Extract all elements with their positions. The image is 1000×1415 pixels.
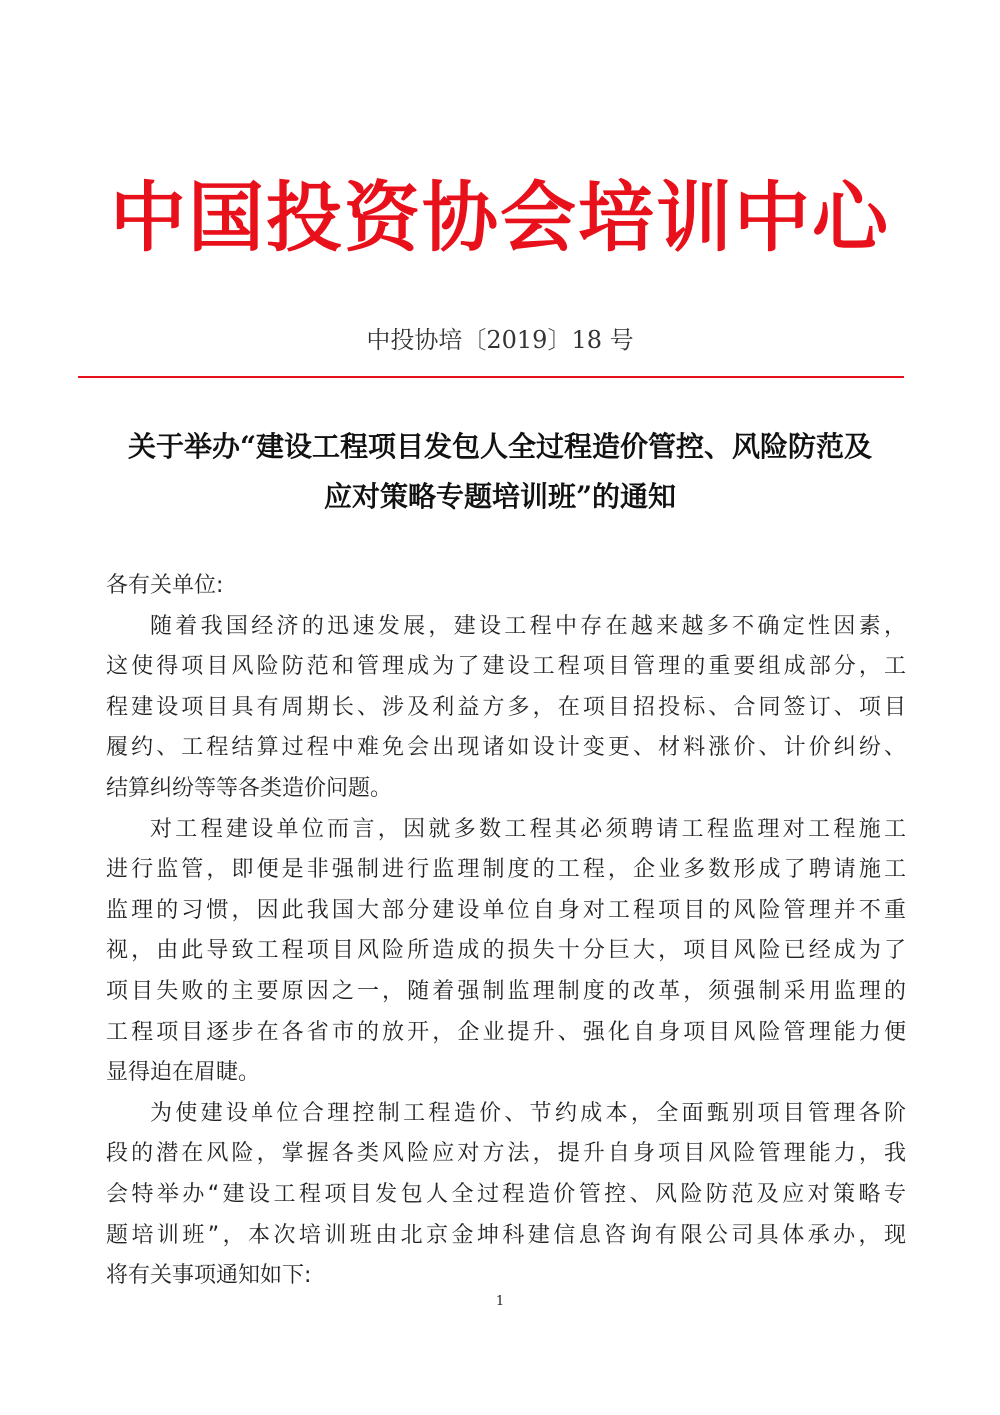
paragraph-line: 程建设项目具有周期长、涉及利益方多，在项目招投标、合同签订、项目 bbox=[106, 694, 906, 720]
salutation: 各有关单位: bbox=[106, 573, 224, 598]
paragraph-line: 项目失败的主要原因之一，随着强制监理制度的改革，须强制采用监理的 bbox=[106, 978, 906, 1004]
body-paragraph bbox=[106, 607, 906, 810]
paragraph-line: 这使得项目风险防范和管理成为了建设工程项目管理的重要组成部分，工 bbox=[106, 654, 906, 680]
paragraph-line: 监理的习惯，因此我国大部分建设单位自身对工程项目的风险管理并不重 bbox=[106, 897, 906, 923]
paragraph-line: 进行监管，即便是非强制进行监理制度的工程，企业多数形成了聘请施工 bbox=[106, 857, 906, 883]
paragraph-line: 显得迫在眉睫。 bbox=[106, 1060, 261, 1086]
paragraph-line: 工程项目逐步在各省市的放开，企业提升、强化自身项目风险管理能力便 bbox=[106, 1019, 906, 1045]
document-number: 中投协培〔2019〕18 号 bbox=[366, 326, 634, 354]
organization-title: 中国投资协会培训中心 bbox=[110, 173, 890, 262]
page-number: 1 bbox=[495, 1294, 505, 1309]
paragraph-line: 结算纠纷等等各类造价问题。 bbox=[106, 775, 393, 801]
red-divider-rule bbox=[78, 376, 904, 378]
paragraph-line: 会特举办“建设工程项目发包人全过程造价管控、风险防范及应对策略专 bbox=[106, 1181, 906, 1207]
body-paragraph bbox=[106, 810, 906, 1094]
notice-title bbox=[80, 422, 920, 522]
body-paragraph bbox=[106, 1094, 906, 1297]
paragraph-line: 对工程建设单位而言，因就多数工程其必须聘请工程监理对工程施工 bbox=[150, 816, 906, 842]
paragraph-line: 将有关事项通知如下: bbox=[106, 1263, 312, 1289]
paragraph-line: 视，由此导致工程项目风险所造成的损失十分巨大，项目风险已经成为了 bbox=[106, 938, 906, 964]
notice-title-line: 关于举办“建设工程项目发包人全过程造价管控、风险防范及 bbox=[127, 430, 873, 463]
paragraph-line: 履约、工程结算过程中难免会出现诸如设计变更、材料涨价、计价纠纷、 bbox=[106, 735, 906, 761]
notice-title-line: 应对策略专题培训班”的通知 bbox=[323, 480, 677, 513]
paragraph-line: 随着我国经济的迅速发展，建设工程中存在越来越多不确定性因素， bbox=[150, 613, 906, 639]
paragraph-line: 题培训班”，本次培训班由北京金坤科建信息咨询有限公司具体承办，现 bbox=[106, 1222, 906, 1248]
notice-body bbox=[106, 566, 906, 1297]
paragraph-line: 段的潜在风险，掌握各类风险应对方法，提升自身项目风险管理能力，我 bbox=[106, 1141, 906, 1167]
paragraph-line: 为使建设单位合理控制工程造价、节约成本，全面甄别项目管理各阶 bbox=[150, 1100, 906, 1126]
